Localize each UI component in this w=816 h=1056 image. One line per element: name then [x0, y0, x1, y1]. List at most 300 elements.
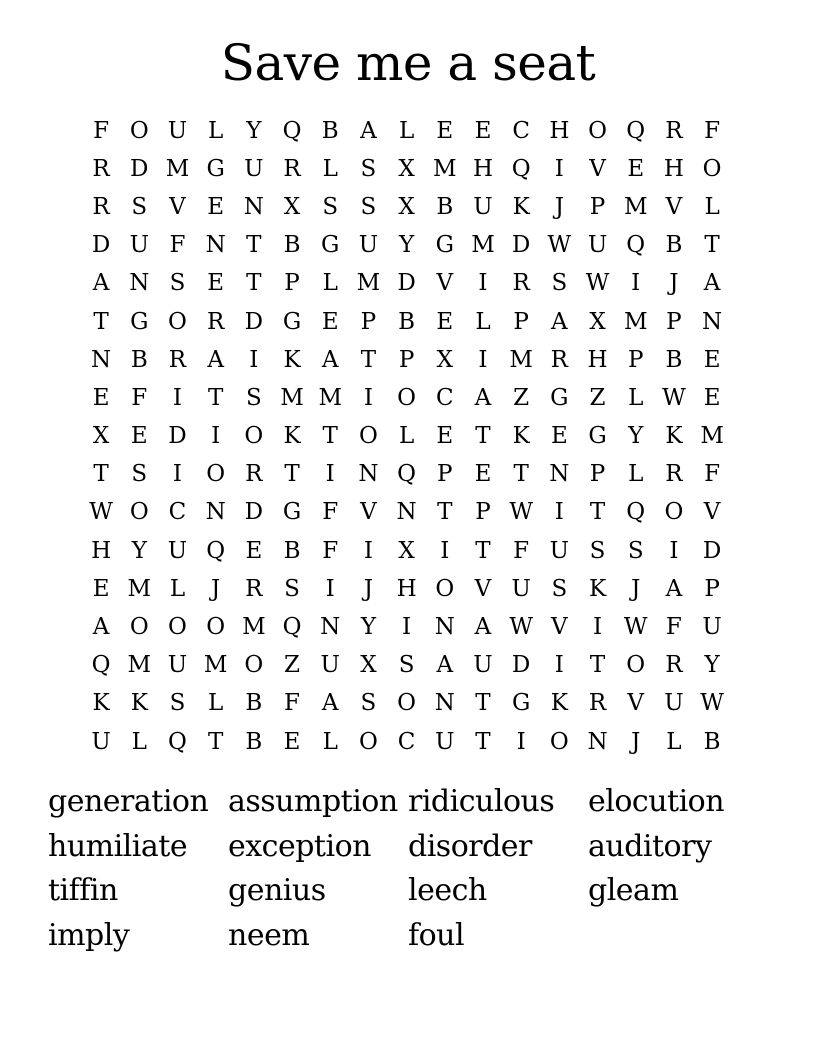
grid-letter: I	[363, 537, 373, 564]
word-list-item: tiffin	[48, 873, 118, 908]
grid-letter: N	[129, 270, 150, 297]
grid-letter: O	[588, 117, 607, 144]
grid-letter: G	[130, 308, 149, 335]
grid-letter: P	[513, 308, 529, 335]
grid-letter: O	[129, 499, 149, 526]
grid-letter: T	[246, 232, 262, 259]
grid-letter: P	[360, 308, 377, 335]
grid-letter: U	[511, 575, 531, 602]
grid-letter: L	[628, 384, 644, 411]
grid-letter: C	[168, 499, 187, 526]
grid-letter: O	[206, 614, 226, 641]
grid-letter: F	[513, 537, 530, 564]
grid-letter: P	[398, 346, 415, 373]
grid-letter: O	[664, 499, 684, 526]
grid-letter: E	[130, 423, 148, 450]
grid-letter: Y	[399, 232, 415, 259]
grid-letter: T	[284, 461, 300, 488]
grid-letter: P	[589, 461, 606, 488]
grid-letter: T	[93, 461, 109, 488]
grid-letter: W	[509, 499, 533, 526]
grid-letter: G	[588, 423, 607, 450]
grid-letter: G	[206, 155, 225, 182]
grid-letter: E	[207, 193, 225, 220]
grid-letter: A	[207, 346, 224, 373]
grid-letter: W	[509, 614, 533, 641]
grid-letter: I	[554, 499, 564, 526]
grid-letter: U	[702, 614, 722, 641]
grid-letter: T	[207, 384, 224, 411]
grid-letter: P	[627, 346, 644, 373]
grid-letter: M	[623, 308, 648, 335]
grid-letter: H	[549, 117, 570, 144]
grid-letter: K	[130, 690, 148, 717]
grid-letter: L	[322, 155, 338, 182]
grid-letter: O	[244, 652, 264, 679]
grid-letter: V	[665, 193, 683, 220]
grid-letter: F	[169, 232, 186, 259]
grid-letter: O	[168, 614, 187, 641]
grid-letter: K	[550, 690, 568, 717]
grid-letter: O	[129, 117, 149, 144]
grid-letter: V	[169, 193, 186, 220]
grid-letter: S	[551, 575, 568, 602]
grid-letter: F	[322, 499, 339, 526]
grid-letter: U	[435, 728, 455, 755]
page-title: Save me a seat	[220, 34, 596, 92]
grid-letter: U	[473, 193, 493, 220]
grid-letter: F	[704, 117, 721, 144]
grid-letter: B	[665, 232, 683, 259]
word-list-item: leech	[408, 873, 487, 908]
grid-letter: V	[589, 155, 606, 182]
grid-letter: H	[663, 155, 684, 182]
grid-letter: N	[320, 614, 341, 641]
grid-letter: W	[547, 232, 572, 259]
grid-letter: T	[93, 308, 109, 335]
word-list-item: foul	[408, 917, 465, 953]
grid-letter: O	[549, 728, 569, 755]
grid-letter: H	[91, 537, 112, 564]
grid-letter: W	[89, 499, 113, 526]
grid-letter: I	[478, 270, 488, 297]
grid-letter: N	[434, 690, 455, 717]
grid-letter: U	[587, 232, 608, 259]
word-list-item: disorder	[408, 828, 532, 864]
grid-letter: D	[244, 308, 264, 335]
grid-letter: J	[631, 728, 641, 755]
grid-letter: A	[551, 308, 568, 335]
grid-letter: J	[554, 193, 564, 220]
grid-letter: A	[92, 270, 110, 297]
grid-letter: K	[512, 423, 530, 450]
grid-letter: N	[549, 461, 570, 488]
grid-letter: M	[203, 652, 228, 679]
grid-letter: G	[321, 232, 340, 259]
grid-letter: P	[666, 308, 682, 335]
grid-letter: L	[628, 461, 644, 488]
grid-letter: W	[585, 270, 610, 297]
grid-letter: E	[627, 155, 645, 182]
grid-letter: R	[665, 652, 683, 679]
grid-letter: E	[550, 423, 568, 450]
word-list-item: neem	[228, 917, 310, 953]
grid-letter: Q	[91, 652, 111, 679]
word-list-item: humiliate	[48, 828, 188, 864]
grid-letter: L	[208, 690, 224, 717]
grid-letter: G	[282, 308, 302, 335]
grid-letter: O	[397, 384, 417, 411]
grid-letter: Q	[511, 155, 531, 182]
grid-letter: O	[129, 614, 149, 641]
grid-letter: Y	[628, 423, 644, 450]
grid-letter: B	[398, 308, 416, 335]
grid-letter: Q	[206, 537, 226, 564]
grid-letter: U	[244, 155, 264, 182]
grid-letter: R	[665, 117, 683, 144]
grid-letter: Y	[704, 652, 720, 679]
grid-letter: N	[396, 499, 417, 526]
grid-letter: A	[665, 575, 683, 602]
grid-letter: Y	[246, 117, 262, 144]
grid-letter: O	[358, 423, 378, 450]
grid-letter: A	[474, 384, 492, 411]
grid-letter: U	[167, 652, 188, 679]
grid-letter: B	[283, 232, 301, 259]
grid-letter: M	[509, 346, 533, 373]
word-list-item: ridiculous	[408, 784, 555, 819]
grid-letter: R	[92, 155, 110, 182]
grid-letter: E	[436, 308, 454, 335]
grid-letter: M	[165, 155, 190, 182]
grid-letter: R	[512, 270, 530, 297]
grid-letter: J	[363, 575, 374, 602]
grid-letter: A	[92, 614, 110, 641]
grid-letter: H	[472, 155, 493, 182]
grid-letter: T	[437, 499, 453, 526]
grid-letter: M	[433, 155, 457, 182]
grid-letter: F	[704, 461, 721, 488]
grid-letter: P	[704, 575, 720, 602]
grid-letter: I	[211, 423, 221, 450]
grid-letter: U	[167, 537, 188, 564]
grid-letter: X	[398, 193, 415, 220]
grid-letter: N	[434, 614, 455, 641]
grid-letter: E	[92, 575, 110, 602]
grid-letter: Q	[626, 499, 646, 526]
grid-letter: T	[475, 728, 491, 755]
grid-letter: A	[703, 270, 721, 297]
grid-letter: I	[516, 728, 526, 755]
grid-letter: K	[588, 575, 607, 602]
grid-letter: N	[205, 232, 226, 259]
grid-letter: L	[475, 308, 491, 335]
grid-letter: I	[249, 346, 259, 373]
grid-letter: S	[131, 193, 148, 220]
grid-letter: T	[513, 461, 529, 488]
grid-letter: I	[440, 537, 450, 564]
grid-letter: D	[511, 232, 531, 259]
grid-letter: W	[662, 384, 686, 411]
grid-letter: T	[246, 270, 262, 297]
word-list-item: auditory	[588, 828, 712, 864]
grid-letter: Y	[131, 537, 147, 564]
grid-letter: L	[704, 193, 720, 220]
grid-letter: S	[360, 193, 377, 220]
grid-letter: B	[665, 346, 683, 373]
grid-letter: T	[589, 499, 606, 526]
grid-letter: J	[669, 270, 679, 297]
grid-letter: A	[321, 346, 339, 373]
word-list-item: elocution	[588, 784, 725, 819]
grid-letter: R	[283, 155, 301, 182]
grid-letter: U	[473, 652, 493, 679]
grid-letter: B	[321, 117, 339, 144]
grid-letter: M	[623, 193, 648, 220]
grid-letter: P	[475, 499, 491, 526]
grid-letter: L	[398, 423, 415, 450]
grid-letter: G	[282, 499, 302, 526]
grid-letter: M	[356, 270, 381, 297]
grid-letter: M	[127, 652, 152, 679]
grid-letter: Z	[589, 384, 606, 411]
grid-letter: X	[398, 537, 415, 564]
grid-letter: E	[474, 117, 492, 144]
grid-letter: S	[589, 537, 606, 564]
grid-letter: O	[435, 575, 455, 602]
grid-letter: B	[245, 690, 263, 717]
grid-letter: V	[703, 499, 721, 526]
grid-letter: U	[129, 232, 149, 259]
grid-letter: Q	[626, 117, 646, 144]
word-list	[48, 780, 768, 958]
grid-letter: L	[208, 117, 224, 144]
grid-letter: S	[360, 690, 377, 717]
grid-letter: R	[245, 575, 263, 602]
grid-letter: U	[91, 728, 111, 755]
grid-letter: V	[474, 575, 492, 602]
grid-letter: O	[397, 690, 417, 717]
grid-letter: T	[589, 652, 606, 679]
grid-letter: A	[321, 690, 339, 717]
grid-letter: S	[169, 690, 186, 717]
grid-letter: Q	[168, 728, 187, 755]
grid-letter: X	[589, 308, 606, 335]
grid-letter: N	[702, 308, 723, 335]
grid-letter: T	[475, 690, 491, 717]
grid-letter: V	[436, 270, 454, 297]
grid-letter: Q	[397, 461, 417, 488]
grid-letter: X	[436, 346, 453, 373]
grid-letter: W	[700, 690, 724, 717]
grid-letter: T	[360, 346, 377, 373]
grid-letter: P	[589, 193, 606, 220]
grid-letter: I	[402, 614, 412, 641]
grid-letter: K	[665, 423, 683, 450]
letter-grid	[82, 112, 732, 762]
grid-letter: Z	[284, 652, 301, 679]
grid-letter: U	[664, 690, 684, 717]
grid-letter: F	[284, 690, 301, 717]
grid-letter: F	[665, 614, 682, 641]
grid-letter: W	[623, 614, 648, 641]
grid-letter: F	[93, 117, 110, 144]
grid-letter: X	[398, 155, 415, 182]
grid-letter: L	[398, 117, 415, 144]
grid-letter: T	[207, 728, 224, 755]
grid-letter: I	[554, 155, 564, 182]
word-list-item: gleam	[588, 873, 679, 908]
grid-letter: T	[704, 232, 720, 259]
grid-letter: I	[554, 652, 564, 679]
grid-letter: R	[92, 193, 110, 220]
grid-letter: F	[322, 537, 339, 564]
grid-letter: R	[588, 690, 607, 717]
grid-letter: S	[131, 461, 148, 488]
word-list-item: generation	[48, 784, 209, 819]
grid-letter: E	[207, 270, 225, 297]
grid-letter: D	[130, 155, 149, 182]
grid-letter: O	[206, 461, 226, 488]
grid-letter: N	[587, 728, 608, 755]
grid-letter: I	[172, 461, 183, 488]
grid-letter: V	[360, 499, 377, 526]
grid-letter: H	[587, 346, 608, 373]
grid-letter: N	[243, 193, 264, 220]
grid-letter: F	[131, 384, 148, 411]
grid-letter: D	[397, 270, 416, 297]
grid-letter: O	[358, 728, 378, 755]
grid-letter: S	[627, 537, 644, 564]
grid-letter: D	[702, 537, 722, 564]
grid-letter: P	[284, 270, 300, 297]
grid-letter: S	[360, 155, 377, 182]
grid-letter: R	[168, 346, 187, 373]
grid-letter: I	[669, 537, 679, 564]
grid-letter: K	[512, 193, 530, 220]
grid-letter: Z	[513, 384, 530, 411]
grid-letter: A	[436, 652, 454, 679]
grid-letter: T	[475, 423, 491, 450]
grid-letter: R	[245, 461, 263, 488]
grid-letter: I	[478, 346, 488, 373]
grid-letter: L	[322, 270, 338, 297]
grid-letter: I	[631, 270, 641, 297]
grid-letter: R	[550, 346, 568, 373]
grid-letter: S	[169, 270, 186, 297]
grid-letter: I	[592, 614, 603, 641]
grid-letter: E	[321, 308, 339, 335]
grid-letter: Y	[360, 614, 376, 641]
grid-letter: X	[92, 423, 110, 450]
grid-letter: K	[92, 690, 110, 717]
grid-letter: C	[435, 384, 454, 411]
grid-letter: G	[550, 384, 569, 411]
grid-letter: D	[91, 232, 111, 259]
grid-letter: N	[91, 346, 112, 373]
grid-letter: M	[127, 575, 152, 602]
word-list-item: genius	[228, 873, 326, 908]
grid-letter: E	[283, 728, 301, 755]
grid-letter: X	[360, 652, 377, 679]
grid-letter: M	[280, 384, 304, 411]
grid-letter: O	[168, 308, 187, 335]
grid-letter: O	[626, 652, 646, 679]
grid-letter: E	[703, 384, 721, 411]
grid-letter: P	[437, 461, 453, 488]
grid-letter: B	[245, 728, 263, 755]
grid-letter: J	[631, 575, 641, 602]
grid-letter: X	[283, 193, 301, 220]
grid-letter: V	[627, 690, 645, 717]
grid-letter: M	[700, 423, 724, 450]
grid-letter: T	[475, 537, 491, 564]
grid-letter: U	[358, 232, 379, 259]
grid-letter: E	[474, 461, 492, 488]
word-list-item: assumption	[228, 784, 398, 819]
grid-letter: M	[318, 384, 342, 411]
grid-letter: N	[358, 461, 379, 488]
grid-letter: A	[474, 614, 492, 641]
word-list-item: exception	[228, 828, 371, 864]
grid-letter: U	[167, 117, 188, 144]
grid-letter: U	[549, 537, 570, 564]
grid-letter: L	[169, 575, 186, 602]
grid-letter: G	[435, 232, 454, 259]
grid-letter: C	[512, 117, 530, 144]
grid-letter: S	[245, 384, 262, 411]
grid-letter: K	[283, 423, 301, 450]
grid-letter: Q	[282, 614, 302, 641]
grid-letter: I	[325, 575, 335, 602]
grid-letter: B	[703, 728, 721, 755]
grid-letter: R	[206, 308, 225, 335]
grid-letter: I	[325, 461, 335, 488]
grid-letter: E	[703, 346, 721, 373]
grid-letter: B	[283, 537, 301, 564]
grid-letter: C	[397, 728, 416, 755]
grid-letter: L	[131, 728, 147, 755]
grid-letter: E	[92, 384, 110, 411]
grid-letter: H	[396, 575, 417, 602]
grid-letter: L	[322, 728, 338, 755]
grid-letter: S	[398, 652, 415, 679]
grid-letter: J	[211, 575, 221, 602]
grid-letter: N	[205, 499, 226, 526]
grid-letter: M	[242, 614, 266, 641]
grid-letter: E	[436, 423, 454, 450]
grid-letter: R	[665, 461, 683, 488]
word-list-item: imply	[48, 917, 130, 953]
grid-letter: E	[245, 537, 263, 564]
grid-letter: Q	[626, 232, 646, 259]
grid-letter: K	[283, 346, 301, 373]
grid-letter: U	[320, 652, 340, 679]
grid-letter: V	[551, 614, 568, 641]
grid-letter: S	[284, 575, 300, 602]
grid-letter: B	[436, 193, 454, 220]
grid-letter: S	[322, 193, 339, 220]
grid-letter: T	[322, 423, 338, 450]
grid-letter: I	[363, 384, 373, 411]
grid-letter: D	[168, 423, 187, 450]
grid-letter: E	[436, 117, 454, 144]
grid-letter: M	[471, 232, 495, 259]
grid-letter: S	[551, 270, 568, 297]
grid-letter: D	[244, 499, 264, 526]
grid-letter: L	[666, 728, 682, 755]
grid-letter: B	[130, 346, 148, 373]
